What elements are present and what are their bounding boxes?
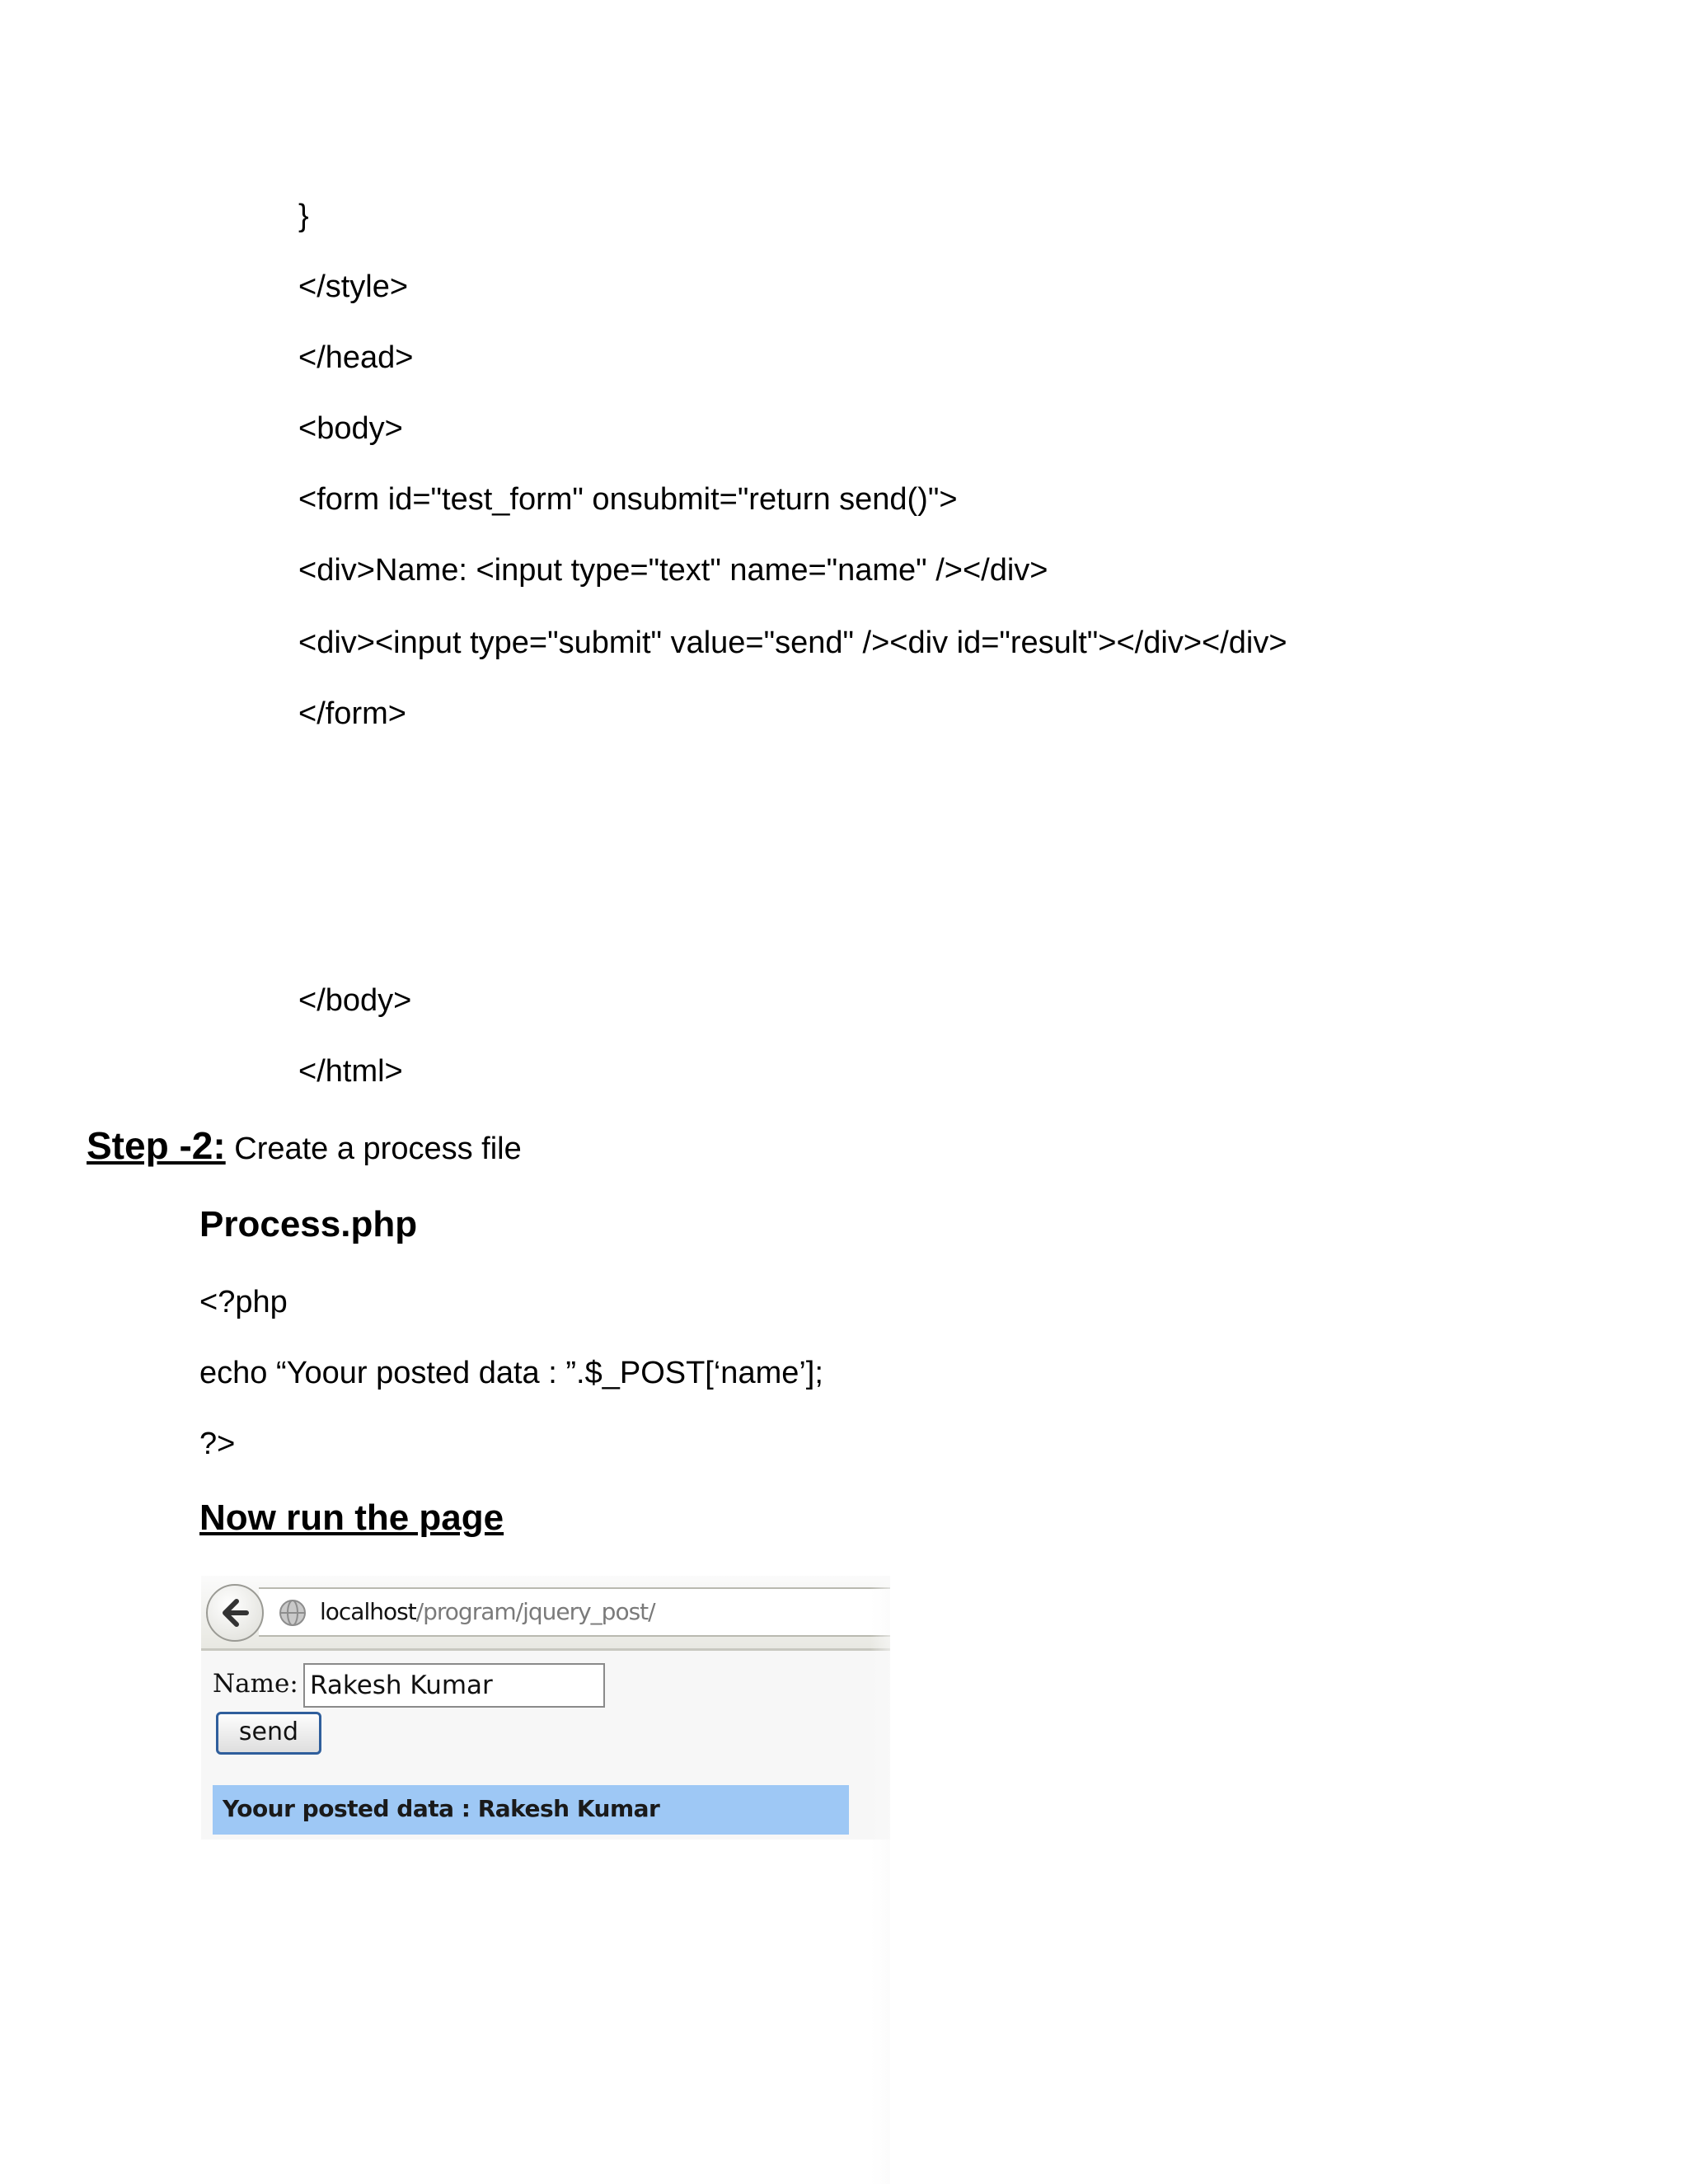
code-line-body-open: <body>: [298, 411, 403, 446]
code-line-closing-brace: }: [298, 199, 309, 233]
globe-icon: [279, 1599, 307, 1627]
step-2-line: [87, 1125, 522, 1169]
code-line-submit-result: <div><input type="submit" value="send" /><div id="result"></div></div>: [298, 626, 1287, 660]
name-label: Name:: [213, 1669, 298, 1699]
name-input[interactable]: Rakesh Kumar: [303, 1663, 605, 1708]
code-line-form-close: </form>: [298, 696, 406, 731]
send-button[interactable]: send: [216, 1712, 321, 1755]
step-2-label: Step -2:: [87, 1124, 226, 1167]
back-button[interactable]: [206, 1584, 264, 1642]
step-2-description: Create a process file: [225, 1132, 522, 1166]
url-host: localhost: [320, 1598, 416, 1625]
browser-screenshot: [201, 1576, 890, 1840]
php-close-tag: ?>: [199, 1427, 236, 1461]
back-arrow-icon: [218, 1596, 251, 1629]
php-echo-line: echo “Yoour posted data : ”.$_POST[‘name’];: [199, 1356, 823, 1390]
process-file-heading: Process.php: [199, 1204, 418, 1244]
php-open-tag: <?php: [199, 1285, 288, 1319]
url-text[interactable]: [320, 1596, 655, 1629]
screenshot-edge-fade: [870, 1576, 890, 2184]
code-line-html-close: </html>: [298, 1054, 403, 1089]
code-line-body-close: </body>: [298, 983, 412, 1018]
code-line-name-input: <div>Name: <input type="text" name="name" /></div>: [298, 553, 1048, 588]
run-page-heading: Now run the page: [199, 1497, 504, 1538]
url-path: /program/jquery_post/: [415, 1598, 655, 1625]
code-line-head-close: </head>: [298, 340, 414, 375]
code-line-form-open: <form id="test_form" onsubmit="return send()">: [298, 482, 958, 517]
browser-nav-bar: [201, 1576, 890, 1651]
code-line-style-close: </style>: [298, 269, 409, 304]
result-box: Yoour posted data : Rakesh Kumar: [213, 1785, 849, 1835]
